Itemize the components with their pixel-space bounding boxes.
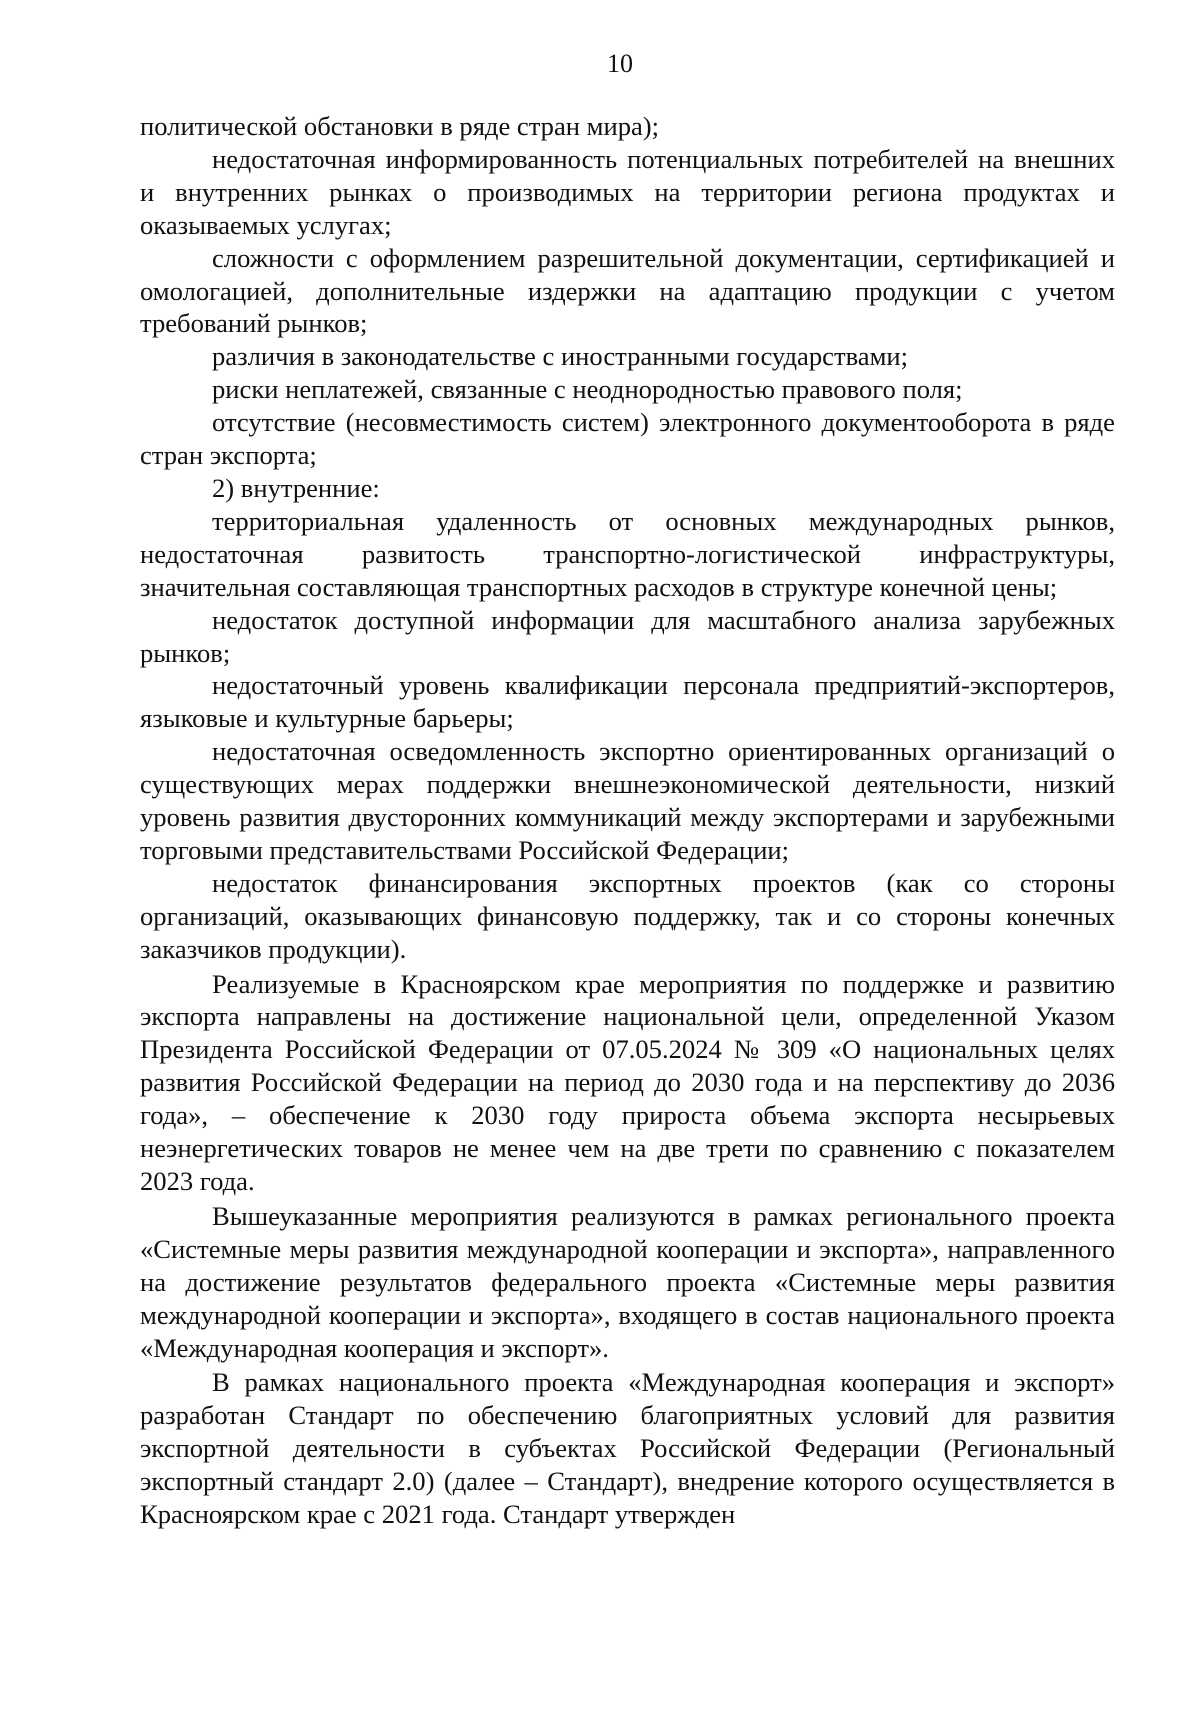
paragraph: недостаточный уровень квалификации персонала предприятий-экспортеров, языковые и культурные барьеры;: [140, 670, 1115, 734]
document-body: [140, 110, 1115, 1531]
paragraph: различия в законодательстве с иностранными государствами;: [212, 341, 909, 372]
paragraph: сложности с оформлением разрешительной документации, сертификацией и омологацией, дополнительные издержки на адаптацию продукции с учетом требований рынков;: [140, 242, 1115, 339]
paragraph: В рамках национального проекта «Международная кооперация и экспорт» разработан Стандарт по обеспечению благоприятных условий для развития экспортной деятельности в субъектах Российской Федерации (Региональный экспортный стандарт 2.0) (далее – Стандарт), внедрение которого осуществляется в Красноярском крае с 2021 года. Стандарт утвержден: [140, 1367, 1115, 1530]
paragraph: Реализуемые в Красноярском крае мероприятия по поддержке и развитию экспорта направлены на достижение национальной цели, определенной Указом Президента Российской Федерации от 07.05.2024 № 309 «О национальных целях развития Российской Федерации на период до 2030 года и на перспективу до 2036 года», – обеспечение к 2030 году прироста объема экспорта несырьевых неэнергетических товаров не менее чем на две трети по сравнению с показателем 2023 года.: [140, 968, 1115, 1196]
paragraph: Вышеуказанные мероприятия реализуются в рамках регионального проекта «Системные меры развития международной кооперации и экспорта», направленного на достижение результатов федерального проекта «Системные меры развития международной кооперации и экспорта», входящего в состав национального проекта «Международная кооперация и экспорт».: [140, 1200, 1115, 1363]
paragraph: недостаток доступной информации для масштабного анализа зарубежных рынков;: [140, 604, 1115, 668]
paragraph: недостаток финансирования экспортных проектов (как со стороны организаций, оказывающих финансовую поддержку, так и со стороны конечных заказчиков продукции).: [140, 867, 1115, 964]
page-number: 10: [607, 49, 633, 78]
paragraph: политической обстановки в ряде стран мира);: [140, 111, 660, 141]
paragraph: недостаточная информированность потенциальных потребителей на внешних и внутренних рынках о производимых на территории региона продуктах и оказываемых услугах;: [140, 143, 1115, 240]
paragraph: недостаточная осведомленность экспортно ориентированных организаций о существующих мерах поддержки внешнеэкономической деятельности, низкий уровень развития двусторонних коммуникаций между экспортерами и зарубежными торговыми представительствами Российской Федерации;: [140, 736, 1115, 865]
paragraph: риски неплатежей, связанные с неоднородностью правового поля;: [212, 374, 963, 405]
paragraph: отсутствие (несовместимость систем) электронного документооборота в ряде стран экспорта;: [140, 407, 1115, 471]
subheading: 2) внутренние:: [212, 472, 380, 503]
paragraph: территориальная удаленность от основных международных рынков, недостаточная развитость транспортно-логистической инфраструктуры, значительная составляющая транспортных расходов в структуре конечной цены;: [140, 505, 1115, 602]
